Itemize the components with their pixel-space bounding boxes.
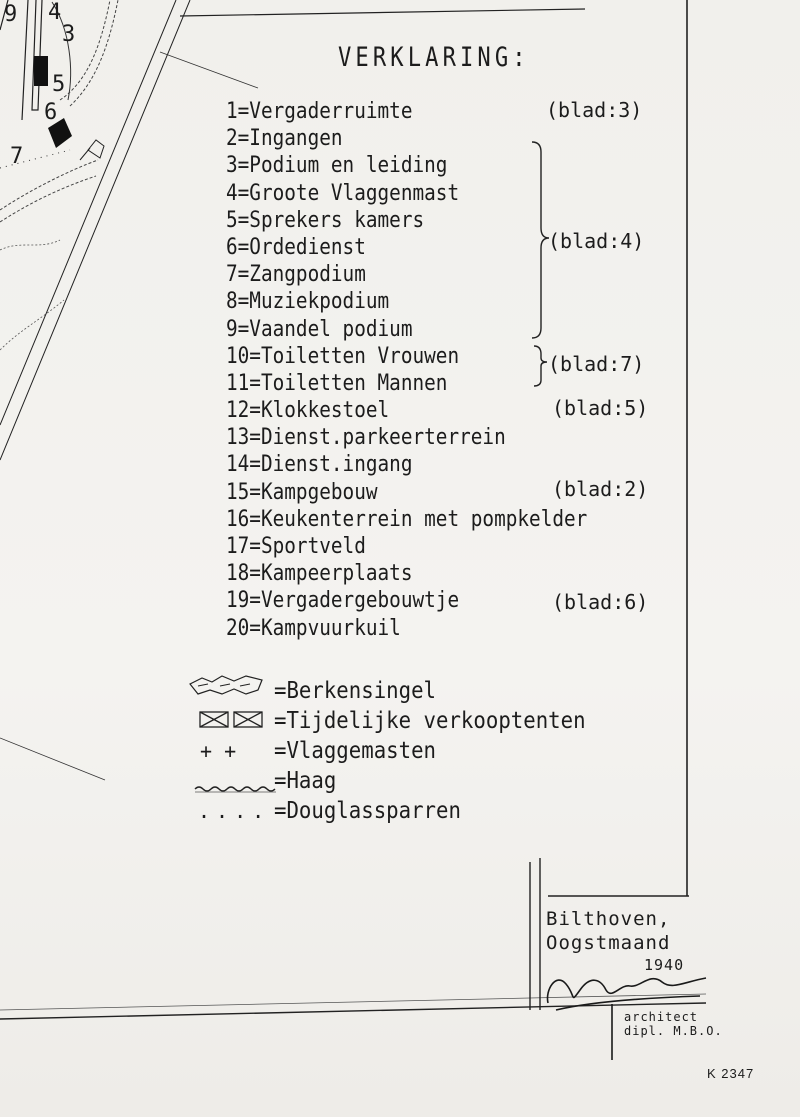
legend-item-4: 4=Groote Vlaggenmast — [226, 180, 460, 206]
map-number-7: 7 — [10, 144, 24, 169]
douglas-fir-icon: .... — [198, 799, 271, 823]
reference-blad3: (blad:3) — [546, 98, 643, 122]
symbol-label-verkooptenten: =Tijdelijke verkooptenten — [274, 708, 586, 734]
legend-item-12: 12=Klokkestoel — [226, 398, 390, 424]
legend-item-15: 15=Kampgebouw — [226, 479, 378, 505]
legend-item-8: 8=Muziekpodium — [226, 289, 390, 315]
legend-title: VERKLARING: — [338, 42, 530, 73]
map-number-9: 9 — [4, 2, 18, 27]
reference-blad5: (blad:5) — [552, 396, 649, 420]
symbol-label-haag: =Haag — [274, 768, 337, 794]
hedge-icon — [188, 769, 274, 793]
symbol-label-vlaggemasten: =Vlaggemasten — [274, 738, 437, 764]
berkensingel-hatching — [0, 0, 118, 222]
symbol-row-berkensingel — [188, 676, 620, 706]
legend-item-16: 16=Keukenterrein met pompkelder — [226, 506, 588, 532]
border-outer-horizontal — [0, 1003, 706, 1019]
map-number-4: 4 — [48, 0, 62, 25]
signature-year: 1940 — [644, 956, 685, 974]
legend-item-6: 6=Ordedienst — [226, 234, 366, 260]
frame-top-line — [180, 9, 585, 16]
catalog-number: K 2347 — [707, 1066, 755, 1081]
signature-place: Bilthoven, — [546, 908, 671, 930]
legend-item-13: 13=Dienst.parkeerterrein — [226, 425, 506, 451]
legend-item-1: 1=Vergaderruimte — [226, 99, 413, 124]
signature-date: Oogstmaand — [546, 932, 671, 954]
legend-item-3: 3=Podium en leiding — [226, 153, 448, 179]
symbol-row-verkooptenten — [188, 706, 620, 736]
symbol-row-vlaggemasten — [188, 736, 620, 766]
legend-item-17: 17=Sportveld — [226, 534, 366, 559]
signature-diploma: dipl. M.B.O. — [624, 1024, 723, 1038]
symbol-key — [188, 676, 620, 826]
symbol-label-berkensingel: =Berkensingel — [274, 678, 437, 704]
legend-item-14: 14=Dienst.ingang — [226, 452, 413, 478]
legend-item-18: 18=Kampeerplaats — [226, 561, 413, 587]
legend-item-9: 9=Vaandel podium — [226, 316, 413, 342]
flagpole-icon: + + — [200, 739, 237, 763]
speaker-room-block — [34, 56, 48, 86]
reference-blad4: (blad:4) — [548, 229, 645, 253]
legend-item-2: 2=Ingangen — [226, 126, 343, 152]
map-number-6: 6 — [44, 100, 58, 125]
reference-blad7: (blad:7) — [548, 352, 645, 376]
reference-blad2: (blad:2) — [552, 477, 649, 501]
symbol-label-douglassparren: =Douglassparren — [274, 798, 461, 824]
symbol-row-haag — [188, 766, 620, 796]
legend-item-10: 10=Toiletten Vrouwen — [226, 343, 460, 369]
signature-role: architect — [624, 1010, 699, 1024]
map-number-5: 5 — [52, 72, 66, 97]
hedge-boundary — [0, 240, 64, 350]
tree-clump-icon — [80, 140, 104, 160]
birch-row-icon — [188, 679, 274, 703]
legend-item-7: 7=Zangpodium — [226, 262, 366, 288]
tent-icon — [188, 709, 274, 733]
legend-item-20: 20=Kampvuurkuil — [226, 615, 401, 641]
reference-blad6: (blad:6) — [552, 590, 649, 614]
road-line-1 — [0, 0, 190, 460]
legend-item-5: 5=Sprekers kamers — [226, 207, 425, 233]
legend-item-11: 11=Toiletten Mannen — [226, 370, 448, 396]
legend-item-19: 19=Vergadergebouwtje — [226, 588, 460, 614]
symbol-row-douglassparren — [188, 796, 620, 826]
path-line-lower — [0, 738, 105, 780]
map-number-3: 3 — [62, 22, 76, 47]
path-line — [160, 52, 258, 88]
road-line-2 — [0, 0, 176, 425]
